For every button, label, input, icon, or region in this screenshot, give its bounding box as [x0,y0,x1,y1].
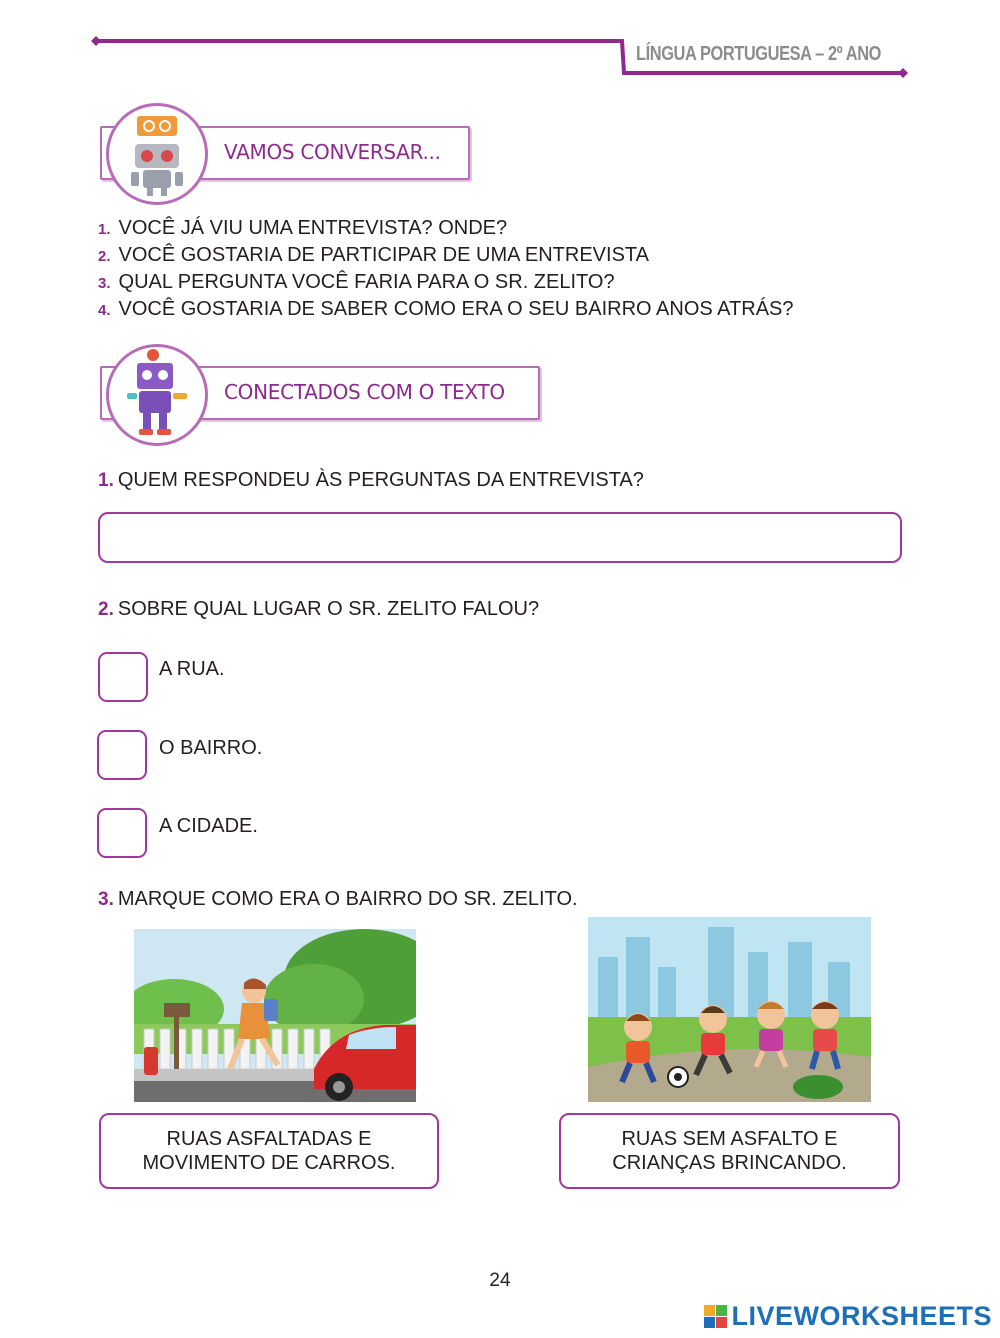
conversation-question [98,217,507,240]
question-text: MARQUE COMO ERA O BAIRRO DO SR. ZELITO. [117,888,578,910]
option-line: RUAS ASFALTADAS E [166,1128,372,1150]
section-title: CONECTADOS COM O TEXTO [224,380,505,404]
question-text: VOCÊ GOSTARIA DE SABER COMO ERA O SEU BAIRRO ANOS ATRÁS? [118,298,794,320]
question-text: VOCÊ JÁ VIU UMA ENTREVISTA? ONDE? [118,217,508,239]
question-text: QUAL PERGUNTA VOCÊ FARIA PARA O SR. ZELITO? [118,271,615,293]
question-text: SOBRE QUAL LUGAR O SR. ZELITO FALOU? [117,598,540,620]
question-number: 4. [98,302,111,319]
conversation-question [98,271,615,294]
section-banner-text [96,338,546,446]
brand-name: LIVEWORKSHEETS [731,1301,992,1331]
option-text [612,1127,846,1175]
question-3 [98,888,578,911]
street-car-illustration [134,929,416,1102]
header-title: LÍNGUA PORTUGUESA – 2º ANO [636,43,882,65]
option-label: A CIDADE. [159,815,258,837]
question-1 [98,469,644,492]
page-number: 24 [489,1270,511,1291]
section-banner-conversation [96,100,476,204]
question-number: 2. [98,599,114,620]
checkbox-a-rua[interactable] [98,652,148,702]
checkbox-o-bairro[interactable] [97,730,147,780]
option-line: RUAS SEM ASFALTO E [621,1128,838,1150]
option-line: MOVIMENTO DE CARROS. [142,1152,396,1174]
answer-input[interactable] [98,512,902,563]
robot-circle [106,103,208,205]
option-line: CRIANÇAS BRINCANDO. [612,1152,847,1174]
option-label: A RUA. [159,658,225,680]
liveworksheets-cube-icon [703,1303,729,1331]
liveworksheets-logo [703,1301,992,1332]
question-number: 1. [98,221,111,238]
question-2 [98,598,539,621]
header-rule [0,0,1000,80]
option-text [143,1127,396,1175]
question-text: VOCÊ GOSTARIA DE PARTICIPAR DE UMA ENTREVISTA [118,244,649,266]
option-paved-streets[interactable] [99,1113,439,1189]
question-text: QUEM RESPONDEU ÀS PERGUNTAS DA ENTREVISTA? [117,469,644,491]
robot-icon [109,106,205,202]
kids-playing-illustration [588,917,871,1102]
question-number: 1. [98,470,114,491]
conversation-question [98,298,794,321]
question-number: 3. [98,889,114,910]
robot-icon [109,347,205,443]
checkbox-a-cidade[interactable] [97,808,147,858]
robot-circle [106,344,208,446]
question-number: 2. [98,248,111,265]
option-unpaved-streets[interactable] [559,1113,900,1189]
question-number: 3. [98,275,111,292]
option-label: O BAIRRO. [159,737,263,759]
conversation-question [98,244,649,267]
section-title: VAMOS CONVERSAR... [224,140,441,164]
